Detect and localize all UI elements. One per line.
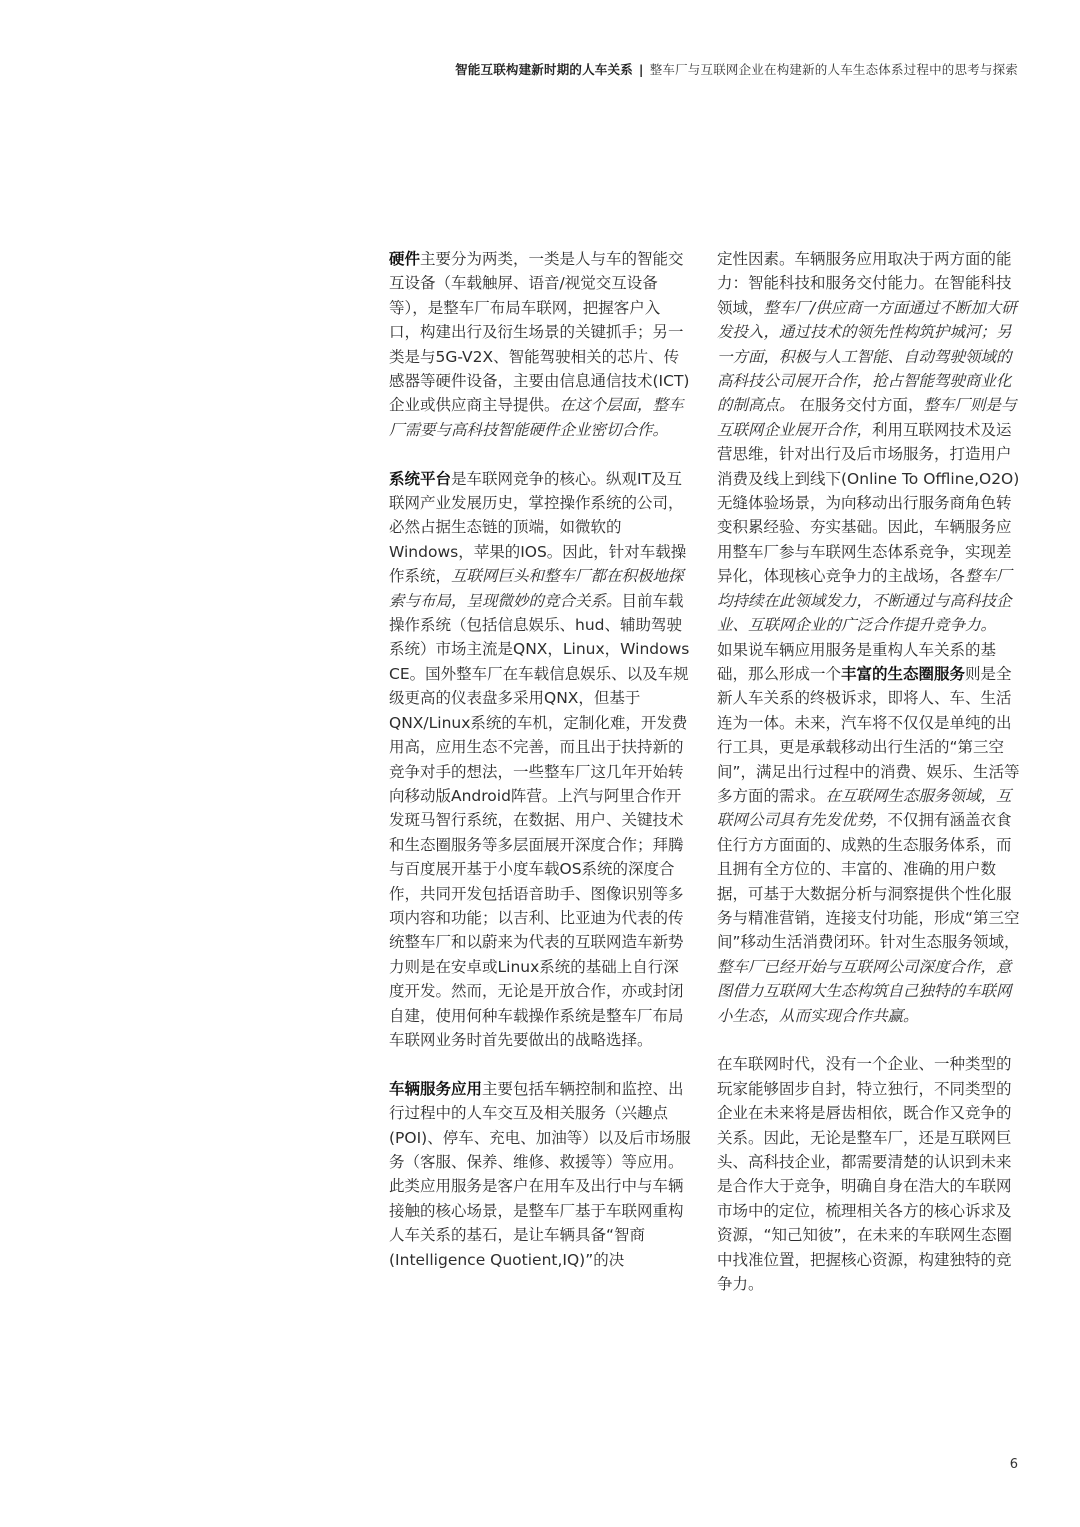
paragraph-text: 在服务交付方面， xyxy=(794,396,924,415)
paragraph-text: 目前车载操作系统（包括信息娱乐、hud、辅助驾驶系统）市场主流是QNX，Linux，Windows CE。国外整车厂在车载信息娱乐、以及车规级更高的仪表盘多采用QNX，但基于QNX/Linux系统的车机，定制化难，开发费用高，应用生态不完善，而且出于扶持新的竞争对手的想法，一些整车厂这几年开始转向移动版Android阵营。上汽与阿里合作开发斑马智行系统，在数据、用户、关键技术和生态圈服务等多层面展开深度合作；拜腾与百度展开基于小度车载OS系统的深度合作，共同开发包括语音助手、图像识别等多项内容和功能；以吉利、比亚迪为代表的传统整车厂和以蔚来为代表的互联网造车新势力则是在安卓或Linux系统的基础上自行深度开发。然而，无论是开放合作，亦或封闭自建，使用何种车载操作系统是整车厂布局车联网业务时首先要做出的战略选择。 xyxy=(389,591,690,1049)
paragraph-text: 利用互联网技术及运营思维，针对出行及后市场服务，打造用户消费及线上到线下(Online To Offline,O2O)无缝体验场景，为向移动出行服务商角色转变积累经验、夯实基础。因此，车辆服务应用整车厂参与车联网生态体系竞争，实现差异化，体现核心竞争力的主战场，各 xyxy=(717,420,1020,586)
paragraph-text: 定性因素。车辆服务应用取决于两方面的能力：智能科技和服务交付能力。在智能科技领域， xyxy=(717,250,1012,317)
paragraph-emphasis: 互联网巨头和整车厂都在积极地探索与布局，呈现微妙的竞合关系。 xyxy=(389,567,684,610)
paragraph-emphasis: 整车厂均持续在此领域发力，不断通过与高科技企业、互联网企业的广泛合作提升竞争力。 xyxy=(717,567,1012,635)
paragraph-service-capability xyxy=(717,247,1021,638)
paragraph-text: 如果说车辆应用服务是重构人车关系的基础，那么形成一个 xyxy=(717,640,997,683)
paragraph-text: 主要分为两类，一类是人与车的智能交互设备（车载触屏、语音/视觉交互设备等），是整车厂布局车联网，把握客户入口，构建出行及衍生场景的关键抓手；另一类是与5G-V2X、智能驾驶相关的芯片、传感器等硬件设备，主要由信息通信技术(ICT)企业或供应商主导提供。 xyxy=(389,250,690,415)
header-title: 智能互联构建新时期的人车关系 xyxy=(455,62,633,77)
header-separator: | xyxy=(638,62,644,77)
paragraph-text: 在车联网时代，没有一个企业、一种类型的玩家能够固步自封，特立独行，不同类型的企业在未来将是唇齿相依，既合作又竞争的关系。因此，无论是整车厂，还是互联网巨头、高科技企业，都需要清楚的认识到未来是合作大于竞争，明确自身在浩大的车联网市场中的定位，梳理相关各方的核心诉求及资源，“知己知彼”，在未来的车联网生态圈中找准位置，把握核心资源，构建独特的竞争力。 xyxy=(717,1055,1013,1294)
paragraph-hardware xyxy=(389,247,691,442)
paragraph-text: 则是全新人车关系的终极诉求，即将人、车、生活连为一体。未来，汽车将不仅仅是单纯的出行工具，更是承载移动出行生活的“第三空间”，满足出行过程中的消费、娱乐、生活等多方面的需求。 xyxy=(717,664,1020,805)
page-header xyxy=(455,60,1018,78)
paragraph-emphasis: 整车厂则是与互联网企业展开合作， xyxy=(717,396,1017,439)
lead-term-hardware: 硬件 xyxy=(389,250,421,268)
paragraph-text: 主要包括车辆控制和监控、出行过程中的人车交互及相关服务（兴趣点(POI)、停车、充电、加油等）以及后市场服务（客服、保养、维修、救援等）等应用。此类应用服务是客户在用车及出行中与车辆接触的核心场景，是整车厂基于车联网重构人车关系的基石，是让车辆具备“智商(Intelligence Quotient,IQ)”的决 xyxy=(389,1079,691,1269)
paragraph-conclusion xyxy=(717,1052,1021,1296)
paragraph-text: 不仅拥有涵盖衣食住行方方面面的、成熟的生态服务体系，而且拥有全方位的、丰富的、准确的用户数据，可基于大数据分析与洞察提供个性化服务与精准营销，连接支付功能，形成“第三空间”移动生活消费闭环。针对生态服务领域， xyxy=(717,811,1020,952)
paragraph-ecosystem-services xyxy=(717,638,1021,1029)
lead-term-vehicle-services: 车辆服务应用 xyxy=(389,1079,483,1098)
header-subtitle: 整车厂与互联网企业在构建新的人车生态体系过程中的思考与探索 xyxy=(649,62,1018,77)
paragraph-emphasis: 在互联网生态服务领域，互联网公司具有先发优势， xyxy=(717,786,1012,830)
lead-term-ecosystem: 丰富的生态圈服务 xyxy=(841,664,966,683)
paragraph-emphasis: 整车厂/供应商一方面通过不断加大研发投入，通过技术的领先性构筑护城河；另一方面，积极与人工智能、自动驾驶领域的高科技公司展开合作，抢占智能驾驶商业化的制高点。 xyxy=(717,298,1017,415)
paragraph-text: 是车联网竞争的核心。纵观IT及互联网产业发展历史，掌控操作系统的公司，必然占据生态链的顶端，如微软的Windows，苹果的IOS。因此，针对车载操作系统， xyxy=(389,469,687,586)
paragraph-vehicle-services xyxy=(389,1077,691,1272)
page-number: 6 xyxy=(1009,1457,1018,1472)
paragraph-system-platform xyxy=(389,467,691,1053)
right-column xyxy=(717,247,1021,1296)
paragraph-emphasis: 整车厂已经开始与互联网公司深度合作，意图借力互联网大生态构筑自己独特的车联网小生态，从而实现合作共赢。 xyxy=(717,957,1012,1025)
left-column xyxy=(389,247,691,1272)
paragraph-emphasis: 在这个层面，整车厂需要与高科技智能硬件企业密切合作。 xyxy=(389,396,684,439)
lead-term-system-platform: 系统平台 xyxy=(389,469,452,488)
